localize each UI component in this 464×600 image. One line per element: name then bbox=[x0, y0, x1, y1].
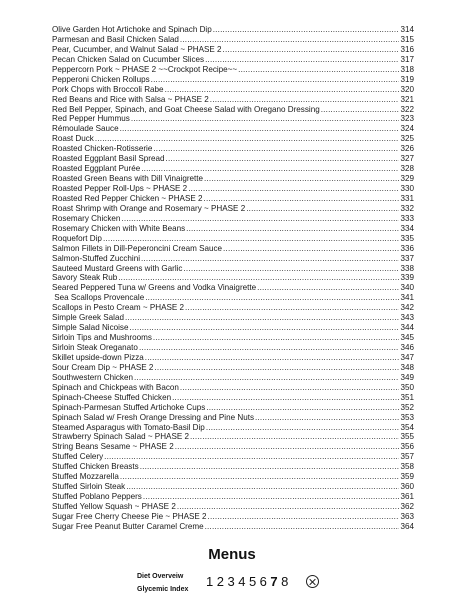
dot-leader bbox=[151, 75, 400, 85]
toc-entry-page-number: 322 bbox=[400, 104, 414, 114]
dot-leader bbox=[118, 273, 399, 283]
toc-entry[interactable] bbox=[52, 264, 414, 274]
dot-leader bbox=[172, 393, 399, 403]
dot-leader bbox=[129, 323, 399, 333]
page-4-link[interactable]: 4 bbox=[238, 574, 246, 589]
toc-entry-title: Simple Salad Nicoise bbox=[52, 323, 129, 333]
toc-entry[interactable] bbox=[52, 403, 414, 413]
toc-entry-title: Pepperoni Chicken Rollups bbox=[52, 74, 150, 84]
dot-leader bbox=[103, 234, 400, 244]
dot-leader bbox=[166, 154, 400, 164]
toc-entry-page-number: 318 bbox=[400, 64, 414, 74]
toc-entry[interactable] bbox=[52, 343, 414, 353]
toc-entry-page-number: 353 bbox=[400, 412, 414, 422]
toc-entry-title: Spinach-Cheese Stuffed Chicken bbox=[52, 392, 172, 402]
dot-leader bbox=[180, 383, 400, 393]
toc-entry[interactable] bbox=[52, 303, 414, 313]
toc-entry[interactable] bbox=[52, 353, 414, 363]
dot-leader bbox=[141, 254, 399, 264]
dot-leader bbox=[153, 333, 400, 343]
toc-entry[interactable] bbox=[52, 462, 414, 472]
dot-leader bbox=[206, 403, 399, 413]
toc-entry-page-number: 334 bbox=[400, 223, 414, 233]
dot-leader bbox=[321, 105, 400, 115]
toc-entry-page-number: 349 bbox=[400, 372, 414, 382]
toc-entry-page-number: 324 bbox=[400, 124, 414, 134]
page-8-link[interactable]: 8 bbox=[281, 574, 289, 589]
dot-leader bbox=[154, 363, 399, 373]
dot-leader bbox=[185, 303, 399, 313]
toc-entry[interactable] bbox=[52, 85, 414, 95]
page-5-link[interactable]: 5 bbox=[248, 574, 257, 589]
toc-entry[interactable] bbox=[52, 95, 414, 105]
toc-entry[interactable] bbox=[52, 323, 414, 333]
toc-entry[interactable] bbox=[52, 512, 414, 522]
toc-entry[interactable] bbox=[52, 293, 414, 303]
toc-entry-page-number: 354 bbox=[400, 422, 414, 432]
dot-leader bbox=[120, 472, 400, 482]
toc-entry-title: Sour Cream Dip ~ PHASE 2 bbox=[52, 362, 154, 372]
menus-title: Menus bbox=[208, 546, 256, 563]
toc-entry-title: Spinach-Parmesan Stuffed Artichoke Cups bbox=[52, 402, 206, 412]
toc-entry-title: Salmon-Stuffed Zucchini bbox=[52, 253, 141, 263]
toc-entry[interactable] bbox=[52, 522, 414, 532]
toc-entry-title: Sirloin Tips and Mushrooms bbox=[52, 333, 152, 343]
toc-entry-title: Red Beans and Rice with Salsa ~ PHASE 2 bbox=[52, 94, 209, 104]
toc-entry[interactable] bbox=[52, 283, 414, 293]
glycemic-index-link[interactable]: Glycemic Index bbox=[137, 586, 189, 593]
toc-entry-page-number: 337 bbox=[400, 253, 414, 263]
toc-entry-page-number: 333 bbox=[400, 213, 414, 223]
toc-entry[interactable] bbox=[52, 184, 414, 194]
toc-entry[interactable] bbox=[52, 75, 414, 85]
toc-entry-page-number: 358 bbox=[400, 462, 414, 472]
toc-entry-title: Pork Chops with Broccoli Rabe bbox=[52, 84, 164, 94]
toc-entry-title: Savory Steak Rub bbox=[52, 273, 118, 283]
toc-entry-title: Pear, Cucumber, and Walnut Salad ~ PHASE 2 bbox=[52, 44, 222, 54]
toc-entry[interactable] bbox=[52, 234, 414, 244]
toc-entry-page-number: 326 bbox=[400, 144, 414, 154]
dot-leader bbox=[177, 502, 400, 512]
dot-leader bbox=[95, 134, 400, 144]
toc-entry[interactable] bbox=[52, 124, 414, 134]
toc-entry-title: Rémoulade Sauce bbox=[52, 124, 119, 134]
toc-entry-page-number: 316 bbox=[400, 44, 414, 54]
dot-leader bbox=[145, 353, 400, 363]
toc-entry-title: Rosemary Chicken bbox=[52, 213, 121, 223]
toc-entry[interactable] bbox=[52, 164, 414, 174]
toc-entry-title: Sirloin Steak Oreganato bbox=[52, 343, 138, 352]
toc-entry-title: Pecan Chicken Salad on Cucumber Slices bbox=[52, 54, 205, 64]
dot-leader bbox=[153, 144, 399, 154]
toc-entry-title: Roasted Green Beans with Dill Vinaigrette bbox=[52, 174, 204, 184]
toc-entry-page-number: 341 bbox=[400, 293, 414, 303]
page-2-link[interactable]: 2 bbox=[216, 574, 224, 589]
dot-leader bbox=[206, 423, 400, 433]
toc-entry[interactable] bbox=[52, 423, 414, 433]
dot-leader bbox=[223, 45, 400, 55]
toc-entry-page-number: 335 bbox=[400, 233, 414, 243]
toc-entry[interactable] bbox=[52, 413, 414, 423]
toc-entry-page-number: 340 bbox=[400, 283, 414, 293]
toc-entry[interactable] bbox=[52, 144, 414, 154]
dot-leader bbox=[188, 184, 399, 194]
toc-entry-page-number: 359 bbox=[400, 472, 414, 482]
toc-entry-page-number: 331 bbox=[400, 193, 414, 203]
dot-leader bbox=[141, 164, 399, 174]
toc-entry[interactable] bbox=[52, 482, 414, 492]
toc-entry-title: Sugar Free Peanut Butter Caramel Creme bbox=[52, 521, 204, 531]
toc-entry[interactable] bbox=[52, 333, 414, 343]
toc-entry-title: Roast Duck bbox=[52, 134, 94, 144]
toc-entry-title: Rosemary Chicken with White Beans bbox=[52, 223, 186, 233]
toc-entry[interactable] bbox=[52, 452, 414, 462]
toc-entry-title: Stuffed Poblano Peppers bbox=[52, 492, 142, 502]
dot-leader bbox=[125, 313, 400, 323]
close-icon[interactable] bbox=[306, 575, 319, 588]
toc-entry-title: Stuffed Sirloin Steak bbox=[52, 482, 126, 492]
toc-entry[interactable] bbox=[52, 244, 414, 254]
toc-entry[interactable] bbox=[52, 134, 414, 144]
toc-entry-page-number: 320 bbox=[400, 84, 414, 94]
dot-leader bbox=[210, 95, 400, 105]
toc-entry[interactable] bbox=[52, 174, 414, 184]
toc-entry[interactable] bbox=[52, 204, 414, 214]
toc-entry-page-number: 325 bbox=[400, 134, 414, 144]
dot-leader bbox=[246, 204, 399, 214]
toc-entry-page-number: 348 bbox=[400, 362, 414, 372]
toc-entry-page-number: 357 bbox=[400, 452, 414, 462]
toc-entry-page-number: 329 bbox=[400, 174, 414, 184]
toc-entry-title: Roquefort Dip bbox=[52, 233, 102, 243]
toc-entry-title: Sauteed Mustard Greens with Garlic bbox=[52, 263, 183, 273]
dot-leader bbox=[139, 343, 400, 353]
toc-entry[interactable] bbox=[52, 105, 414, 115]
dot-leader bbox=[208, 512, 400, 522]
toc-entry[interactable] bbox=[52, 154, 414, 164]
dot-leader bbox=[180, 35, 400, 45]
toc-entry-title: Stuffed Yellow Squash ~ PHASE 2 bbox=[52, 502, 176, 511]
toc-entry[interactable] bbox=[52, 432, 414, 442]
dot-leader bbox=[120, 124, 400, 134]
toc-entry-page-number: 321 bbox=[400, 94, 414, 104]
toc-entry-title: Roasted Chicken-Rotisserie bbox=[52, 144, 153, 154]
dot-leader bbox=[131, 114, 400, 124]
toc-entry[interactable] bbox=[52, 373, 414, 383]
toc-entry-page-number: 346 bbox=[400, 343, 414, 352]
dot-leader bbox=[255, 413, 399, 423]
page-7-link-current[interactable]: 7 bbox=[270, 574, 278, 589]
page-6-link[interactable]: 6 bbox=[259, 574, 267, 589]
toc-entry[interactable] bbox=[52, 35, 414, 45]
toc-entry-page-number: 350 bbox=[400, 382, 414, 392]
dot-leader bbox=[175, 442, 400, 452]
toc-entry-title: Parmesan and Basil Chicken Salad bbox=[52, 34, 179, 44]
toc-entry-page-number: 352 bbox=[400, 402, 414, 412]
dot-leader bbox=[145, 293, 399, 303]
toc-entry-page-number: 319 bbox=[400, 74, 414, 84]
toc-entry-page-number: 327 bbox=[400, 154, 414, 164]
dot-leader bbox=[186, 224, 399, 234]
toc-entry-page-number: 314 bbox=[400, 25, 414, 34]
toc-entry-title: Peppercorn Pork ~ PHASE 2 ~~Crockpot Recipe~~ bbox=[52, 64, 238, 74]
toc-entry-title: Roasted Pepper Roll-Ups ~ PHASE 2 bbox=[52, 184, 188, 193]
toc-entry-title: Steamed Asparagus with Tomato-Basil Dip bbox=[52, 422, 205, 432]
dot-leader bbox=[143, 492, 400, 502]
toc-entry[interactable] bbox=[52, 502, 414, 512]
toc-entry[interactable] bbox=[52, 273, 414, 283]
dot-leader bbox=[205, 522, 400, 532]
toc-entry-page-number: 364 bbox=[400, 521, 414, 531]
toc-entry-title: Southwestern Chicken bbox=[52, 372, 133, 382]
toc-entry-title: Spinach Salad w/ Fresh Orange Dressing and Pine Nuts bbox=[52, 412, 254, 422]
toc-entry[interactable] bbox=[52, 25, 414, 35]
toc-entry[interactable] bbox=[52, 492, 414, 502]
toc-entry-page-number: 343 bbox=[400, 313, 414, 323]
toc-entry-title: Roast Shrimp with Orange and Rosemary ~ PHASE 2 bbox=[52, 203, 246, 213]
toc-entry[interactable] bbox=[52, 194, 414, 204]
toc-entry-title: Stuffed Celery bbox=[52, 452, 104, 462]
dot-leader bbox=[213, 25, 400, 35]
toc-entry-title: Roasted Red Pepper Chicken ~ PHASE 2 bbox=[52, 193, 203, 203]
table-of-contents bbox=[52, 25, 414, 532]
toc-entry[interactable] bbox=[52, 114, 414, 124]
toc-entry[interactable] bbox=[52, 442, 414, 452]
toc-entry-page-number: 356 bbox=[400, 442, 414, 452]
toc-entry-page-number: 344 bbox=[400, 323, 414, 333]
toc-entry-page-number: 347 bbox=[400, 352, 414, 362]
menu-footer bbox=[0, 546, 464, 600]
toc-entry-title: Red Bell Pepper, Spinach, and Goat Cheese Salad with Oregano Dressing bbox=[52, 104, 320, 114]
dot-leader bbox=[190, 432, 399, 442]
toc-entry-title: Seared Peppered Tuna w/ Greens and Vodka Vinaigrette bbox=[52, 283, 257, 293]
toc-entry[interactable] bbox=[52, 55, 414, 65]
toc-entry-page-number: 332 bbox=[400, 203, 414, 213]
dot-leader bbox=[121, 214, 399, 224]
toc-entry[interactable] bbox=[52, 363, 414, 373]
toc-entry-title: Sea Scallops Provencale bbox=[52, 293, 145, 303]
toc-entry-title: Skillet upside-down Pizza bbox=[52, 352, 144, 362]
page-pagination bbox=[206, 574, 319, 589]
dot-leader bbox=[165, 85, 400, 95]
toc-entry-title: Simple Greek Salad bbox=[52, 313, 124, 323]
dot-leader bbox=[104, 452, 399, 462]
toc-entry-page-number: 336 bbox=[400, 243, 414, 253]
toc-entry-title: Red Pepper Hummus bbox=[52, 114, 130, 124]
dot-leader bbox=[205, 55, 399, 65]
dot-leader bbox=[134, 373, 400, 383]
toc-entry-title: Olive Garden Hot Artichoke and Spinach Dip bbox=[52, 25, 212, 34]
toc-entry-title: Stuffed Chicken Breasts bbox=[52, 462, 139, 472]
toc-entry[interactable] bbox=[52, 313, 414, 323]
toc-entry-title: Strawberry Spinach Salad ~ PHASE 2 bbox=[52, 432, 189, 442]
toc-entry[interactable] bbox=[52, 254, 414, 264]
toc-entry-page-number: 338 bbox=[400, 263, 414, 273]
dot-leader bbox=[140, 462, 400, 472]
toc-entry-page-number: 323 bbox=[400, 114, 414, 124]
toc-entry[interactable] bbox=[52, 383, 414, 393]
toc-entry-page-number: 351 bbox=[400, 392, 414, 402]
toc-entry-page-number: 360 bbox=[400, 482, 414, 492]
toc-entry-title: Sugar Free Cherry Cheese Pie ~ PHASE 2 bbox=[52, 511, 207, 521]
toc-entry-title: Scallops in Pesto Cream ~ PHASE 2 bbox=[52, 303, 185, 313]
page-1-link[interactable]: 1 bbox=[206, 574, 214, 589]
toc-entry-page-number: 363 bbox=[400, 511, 414, 521]
toc-entry-page-number: 328 bbox=[400, 164, 414, 174]
toc-entry[interactable] bbox=[52, 214, 414, 224]
dot-leader bbox=[204, 194, 400, 204]
toc-entry-title: Spinach and Chickpeas with Bacon bbox=[52, 382, 179, 392]
toc-entry[interactable] bbox=[52, 65, 414, 75]
toc-entry-page-number: 342 bbox=[400, 303, 414, 313]
dot-leader bbox=[183, 264, 399, 274]
toc-entry-title: Salmon Fillets in Dill-Peperoncini Cream Sauce bbox=[52, 243, 223, 253]
toc-entry-page-number: 339 bbox=[400, 273, 414, 283]
dot-leader bbox=[126, 482, 399, 492]
dot-leader bbox=[204, 174, 399, 184]
toc-entry-page-number: 317 bbox=[400, 54, 414, 64]
toc-entry[interactable] bbox=[52, 472, 414, 482]
dot-leader bbox=[223, 244, 399, 254]
toc-entry-page-number: 345 bbox=[400, 333, 414, 343]
toc-entry-page-number: 362 bbox=[400, 502, 414, 511]
toc-entry-title: Roasted Eggplant Purée bbox=[52, 164, 141, 174]
toc-entry-page-number: 315 bbox=[400, 34, 414, 44]
diet-overview-link[interactable]: Diet Overveiw bbox=[137, 573, 184, 580]
toc-entry[interactable] bbox=[52, 224, 414, 234]
toc-entry-page-number: 361 bbox=[400, 492, 414, 502]
toc-entry[interactable] bbox=[52, 393, 414, 403]
toc-entry-page-number: 330 bbox=[400, 184, 414, 193]
dot-leader bbox=[257, 283, 399, 293]
toc-entry-page-number: 355 bbox=[400, 432, 414, 442]
toc-entry-title: Stuffed Mozzarella bbox=[52, 472, 119, 482]
toc-entry-title: Roasted Eggplant Basil Spread bbox=[52, 154, 165, 164]
toc-entry[interactable] bbox=[52, 45, 414, 55]
page-3-link[interactable]: 3 bbox=[227, 574, 235, 589]
dot-leader bbox=[238, 65, 399, 75]
toc-entry-title: String Beans Sesame ~ PHASE 2 bbox=[52, 442, 174, 452]
